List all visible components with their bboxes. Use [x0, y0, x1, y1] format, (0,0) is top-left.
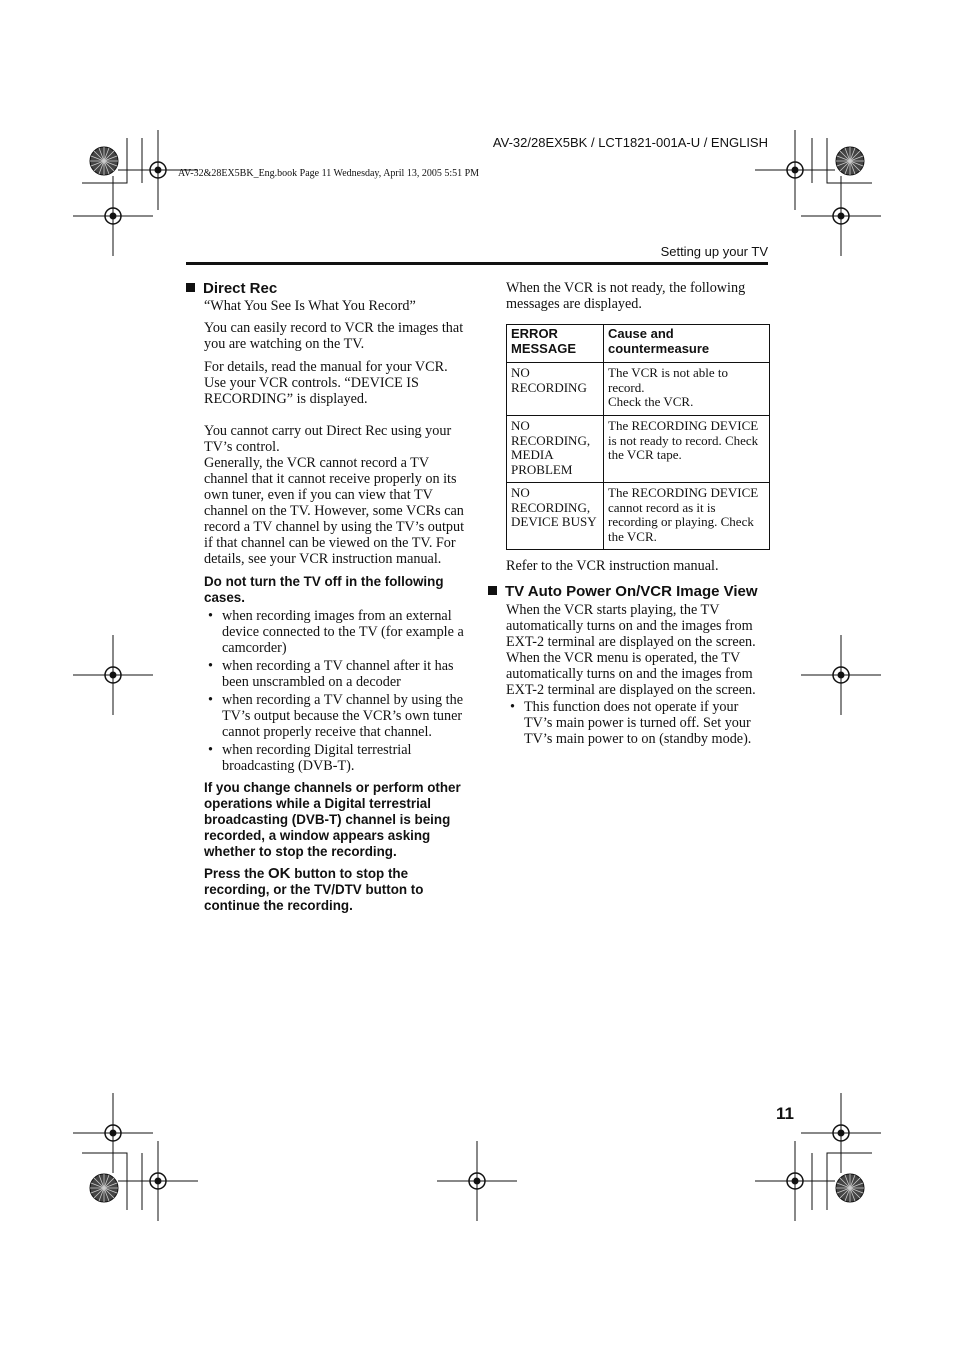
direct-rec-heading: Direct Rec: [186, 280, 466, 298]
ok-button-label: OK: [268, 865, 291, 882]
error-message-cell: NO RECORDING, MEDIA PROBLEM: [507, 416, 604, 483]
error-message-cell: NO RECORDING, DEVICE BUSY: [507, 483, 604, 550]
right-column-intro: [506, 280, 768, 312]
auto-power-paragraph-1: When the VCR starts playing, the TV automatically turns on and the images from EXT-2 terminal are displayed on the screen.: [506, 602, 756, 650]
list-item: • when recording Digital terrestrial broadcasting (DVB-T).: [204, 742, 466, 774]
refer-note: Refer to the VCR instruction manual.: [506, 558, 719, 574]
list-item: • when recording images from an external device connected to the TV (for example a camcorder): [204, 608, 466, 656]
countermeasure-cell: The RECORDING DEVICE is not ready to record. Check the VCR tape.: [604, 416, 770, 483]
control-paragraph: You cannot carry out Direct Rec using your TV’s control.: [204, 423, 452, 455]
table-row: [507, 416, 770, 483]
ok-button-note: Press the OK button to stop the recording, or the TV/DTV button to continue the recording.: [204, 865, 424, 913]
table-header-cell: ERROR MESSAGE: [507, 325, 604, 363]
dvbt-note: If you change channels or perform other operations while a Digital terrestrial broadcasting (DVB-T) channel is being recorded, a window appears asking whether to stop the recording.: [204, 780, 461, 859]
warning-heading: Do not turn the TV off in the following cases.: [204, 574, 444, 605]
intro-paragraph: You can easily record to VCR the images that you are watching on the TV.: [204, 320, 464, 352]
table-row: [507, 363, 770, 416]
table-row: [507, 483, 770, 550]
list-item: • when recording a TV channel by using the TV’s output because the VCR’s own tuner cannot properly receive that channel.: [204, 692, 466, 740]
auto-power-heading: TV Auto Power On/VCR Image View: [488, 583, 768, 601]
countermeasure-cell: The RECORDING DEVICE cannot record as it is recording or playing. Check the VCR.: [604, 483, 770, 550]
list-item: • This function does not operate if your TV’s main power is turned off. Set your TV’s main power to on (standby mode).: [506, 699, 768, 747]
table-header-cell: Cause and countermeasure: [604, 325, 770, 363]
error-message-cell: NO RECORDING: [507, 363, 604, 416]
table-header-row: [507, 325, 770, 363]
vcr-not-ready-intro: When the VCR is not ready, the following messages are displayed.: [506, 280, 746, 312]
page-number: 11: [776, 1104, 794, 1123]
warning-list: [204, 608, 466, 774]
countermeasure-cell: The VCR is not able to record. Check the VCR.: [604, 363, 770, 416]
section-title: Setting up your TV: [660, 244, 768, 259]
right-column-lower: [488, 558, 768, 747]
limitation-paragraph: Generally, the VCR cannot record a TV channel that it cannot receive properly on its own tuner, even if you can view that TV channel on the TV. However, some VCRs can record a TV channel by using the TV’s output if that channel can be viewed on the TV. For details, see your VCR instruction manual.: [204, 455, 465, 567]
model-line: AV-32/28EX5BK / LCT1821-001A-U / ENGLISH: [492, 135, 768, 150]
square-bullet-icon: [488, 586, 497, 595]
list-item: • when recording a TV channel after it has been unscrambled on a decoder: [204, 658, 466, 690]
auto-power-list: [506, 699, 768, 747]
error-message-table: [506, 324, 770, 550]
tagline: “What You See Is What You Record”: [204, 298, 416, 314]
book-info-line: AV-32&28EX5BK_Eng.book Page 11 Wednesday, April 13, 2005 5:51 PM: [178, 168, 480, 179]
square-bullet-icon: [186, 283, 195, 292]
left-column: [186, 280, 466, 914]
details-paragraph: For details, read the manual for your VCR. Use your VCR controls. “DEVICE IS RECORDING” is displayed.: [204, 359, 448, 407]
auto-power-paragraph-2: When the VCR menu is operated, the TV automatically turns on and the images from EXT-2 terminal are displayed on the screen.: [506, 650, 756, 698]
header-rule: [186, 262, 768, 265]
